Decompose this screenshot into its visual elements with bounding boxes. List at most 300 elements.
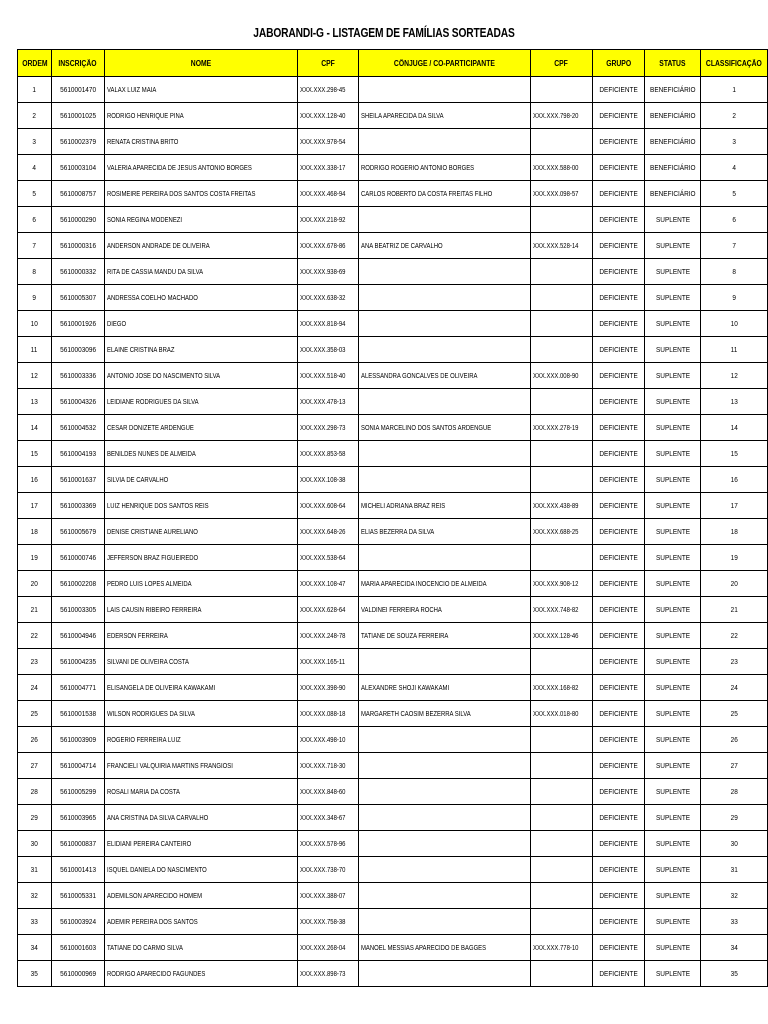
- cell-nome: VALAX LUIZ MAIA: [104, 77, 297, 103]
- cell-cpf-conjuge: [531, 909, 592, 935]
- cell-nome: ELIDIANI PEREIRA CANTEIRO: [104, 831, 297, 857]
- cell-cpf-conjuge: XXX.XXX.278-19: [531, 415, 592, 441]
- cell-nome: ANA CRISTINA DA SILVA CARVALHO: [104, 805, 297, 831]
- cell-ordem: 9: [18, 285, 52, 311]
- table-row: [18, 935, 768, 961]
- cell-grupo: DEFICIENTE: [592, 909, 644, 935]
- cell-classificacao: 13: [701, 389, 768, 415]
- cell-ordem: 3: [18, 129, 52, 155]
- table-row: [18, 571, 768, 597]
- cell-grupo: DEFICIENTE: [592, 493, 644, 519]
- cell-ordem: 28: [18, 779, 52, 805]
- cell-inscricao: 5610003924: [51, 909, 104, 935]
- col-header-ordem: ORDEM: [18, 50, 52, 77]
- cell-cpf: XXX.XXX.898-73: [297, 961, 358, 987]
- cell-grupo: DEFICIENTE: [592, 545, 644, 571]
- cell-conjuge: [359, 883, 531, 909]
- cell-nome: DENISE CRISTIANE AURELIANO: [104, 519, 297, 545]
- cell-grupo: DEFICIENTE: [592, 233, 644, 259]
- cell-classificacao: 27: [701, 753, 768, 779]
- table-row: [18, 623, 768, 649]
- cell-status: SUPLENTE: [644, 831, 700, 857]
- cell-cpf: XXX.XXX.718-30: [297, 753, 358, 779]
- cell-cpf: XXX.XXX.738-70: [297, 857, 358, 883]
- cell-cpf: XXX.XXX.538-64: [297, 545, 358, 571]
- cell-ordem: 7: [18, 233, 52, 259]
- table-row: [18, 493, 768, 519]
- cell-conjuge: [359, 831, 531, 857]
- cell-cpf-conjuge: [531, 337, 592, 363]
- cell-nome: CESAR DONIZETE ARDENGUE: [104, 415, 297, 441]
- cell-cpf-conjuge: [531, 207, 592, 233]
- cell-cpf-conjuge: [531, 727, 592, 753]
- cell-nome: RODRIGO HENRIQUE PINA: [104, 103, 297, 129]
- col-header-status: STATUS: [644, 50, 700, 77]
- cell-grupo: DEFICIENTE: [592, 961, 644, 987]
- cell-classificacao: 32: [701, 883, 768, 909]
- cell-cpf: XXX.XXX.108-38: [297, 467, 358, 493]
- cell-cpf: XXX.XXX.638-32: [297, 285, 358, 311]
- cell-inscricao: 5610005307: [51, 285, 104, 311]
- cell-status: SUPLENTE: [644, 545, 700, 571]
- cell-ordem: 23: [18, 649, 52, 675]
- cell-classificacao: 26: [701, 727, 768, 753]
- cell-inscricao: 5610000746: [51, 545, 104, 571]
- table-row: [18, 909, 768, 935]
- cell-cpf: XXX.XXX.398-90: [297, 675, 358, 701]
- cell-grupo: DEFICIENTE: [592, 363, 644, 389]
- cell-inscricao: 5610002379: [51, 129, 104, 155]
- cell-classificacao: 11: [701, 337, 768, 363]
- cell-conjuge: SHEILA APARECIDA DA SILVA: [359, 103, 531, 129]
- cell-ordem: 33: [18, 909, 52, 935]
- col-header-cpf-conjuge: CPF: [531, 50, 592, 77]
- cell-nome: ELISANGELA DE OLIVEIRA KAWAKAMI: [104, 675, 297, 701]
- cell-status: SUPLENTE: [644, 805, 700, 831]
- cell-conjuge: [359, 337, 531, 363]
- cell-nome: PEDRO LUIS LOPES ALMEIDA: [104, 571, 297, 597]
- cell-nome: ADEMIR PEREIRA DOS SANTOS: [104, 909, 297, 935]
- cell-nome: SILVANI DE OLIVEIRA COSTA: [104, 649, 297, 675]
- cell-ordem: 8: [18, 259, 52, 285]
- table-row: [18, 961, 768, 987]
- table-row: [18, 701, 768, 727]
- cell-conjuge: SONIA MARCELINO DOS SANTOS ARDENGUE: [359, 415, 531, 441]
- cell-cpf-conjuge: XXX.XXX.528-14: [531, 233, 592, 259]
- cell-status: SUPLENTE: [644, 909, 700, 935]
- cell-nome: TATIANE DO CARMO SILVA: [104, 935, 297, 961]
- cell-status: BENEFICIÁRIO: [644, 129, 700, 155]
- cell-grupo: DEFICIENTE: [592, 571, 644, 597]
- cell-cpf: XXX.XXX.818-94: [297, 311, 358, 337]
- document-title: JABORANDI-G - LISTAGEM DE FAMÍLIAS SORTEADAS: [253, 26, 515, 40]
- cell-inscricao: 5610001538: [51, 701, 104, 727]
- cell-cpf-conjuge: XXX.XXX.748-82: [531, 597, 592, 623]
- cell-classificacao: 19: [701, 545, 768, 571]
- cell-inscricao: 5610004193: [51, 441, 104, 467]
- cell-cpf: XXX.XXX.388-07: [297, 883, 358, 909]
- cell-conjuge: [359, 727, 531, 753]
- cell-grupo: DEFICIENTE: [592, 311, 644, 337]
- cell-grupo: DEFICIENTE: [592, 103, 644, 129]
- cell-ordem: 31: [18, 857, 52, 883]
- cell-nome: RENATA CRISTINA BRITO: [104, 129, 297, 155]
- table-row: [18, 181, 768, 207]
- cell-grupo: DEFICIENTE: [592, 831, 644, 857]
- cell-classificacao: 34: [701, 935, 768, 961]
- cell-ordem: 6: [18, 207, 52, 233]
- cell-cpf: XXX.XXX.468-94: [297, 181, 358, 207]
- cell-cpf: XXX.XXX.128-40: [297, 103, 358, 129]
- cell-status: SUPLENTE: [644, 857, 700, 883]
- cell-conjuge: [359, 285, 531, 311]
- cell-conjuge: ANA BEATRIZ DE CARVALHO: [359, 233, 531, 259]
- cell-nome: VALERIA APARECIDA DE JESUS ANTONIO BORGES: [104, 155, 297, 181]
- cell-cpf-conjuge: [531, 129, 592, 155]
- cell-cpf-conjuge: XXX.XXX.008-90: [531, 363, 592, 389]
- cell-inscricao: 5610001413: [51, 857, 104, 883]
- cell-grupo: DEFICIENTE: [592, 805, 644, 831]
- col-header-grupo: GRUPO: [592, 50, 644, 77]
- table-row: [18, 233, 768, 259]
- cell-status: BENEFICIÁRIO: [644, 77, 700, 103]
- cell-inscricao: 5610005679: [51, 519, 104, 545]
- cell-nome: FRANCIELI VALQUIRIA MARTINS FRANGIOSI: [104, 753, 297, 779]
- cell-ordem: 18: [18, 519, 52, 545]
- cell-ordem: 5: [18, 181, 52, 207]
- table-row: [18, 753, 768, 779]
- cell-conjuge: [359, 961, 531, 987]
- cell-status: SUPLENTE: [644, 207, 700, 233]
- cell-cpf: XXX.XXX.268-04: [297, 935, 358, 961]
- cell-status: SUPLENTE: [644, 337, 700, 363]
- cell-cpf: XXX.XXX.298-45: [297, 77, 358, 103]
- cell-status: SUPLENTE: [644, 623, 700, 649]
- cell-inscricao: 5610008757: [51, 181, 104, 207]
- cell-grupo: DEFICIENTE: [592, 77, 644, 103]
- cell-cpf: XXX.XXX.165-11: [297, 649, 358, 675]
- cell-status: SUPLENTE: [644, 675, 700, 701]
- cell-status: SUPLENTE: [644, 727, 700, 753]
- cell-nome: DIEGO: [104, 311, 297, 337]
- table-row: [18, 519, 768, 545]
- cell-ordem: 26: [18, 727, 52, 753]
- cell-cpf-conjuge: XXX.XXX.018-80: [531, 701, 592, 727]
- table-row: [18, 727, 768, 753]
- cell-cpf: XXX.XXX.853-58: [297, 441, 358, 467]
- cell-nome: ANDERSON ANDRADE DE OLIVEIRA: [104, 233, 297, 259]
- cell-conjuge: [359, 909, 531, 935]
- cell-ordem: 1: [18, 77, 52, 103]
- cell-nome: ISQUEL DANIELA DO NASCIMENTO: [104, 857, 297, 883]
- cell-cpf-conjuge: [531, 311, 592, 337]
- cell-cpf: XXX.XXX.648-26: [297, 519, 358, 545]
- cell-ordem: 13: [18, 389, 52, 415]
- cell-classificacao: 22: [701, 623, 768, 649]
- cell-classificacao: 2: [701, 103, 768, 129]
- cell-cpf-conjuge: [531, 779, 592, 805]
- cell-inscricao: 5610001603: [51, 935, 104, 961]
- cell-status: SUPLENTE: [644, 779, 700, 805]
- cell-inscricao: 5610000837: [51, 831, 104, 857]
- cell-conjuge: MARGARETH CAOSIM BEZERRA SILVA: [359, 701, 531, 727]
- table-row: [18, 441, 768, 467]
- cell-inscricao: 5610001025: [51, 103, 104, 129]
- cell-cpf: XXX.XXX.938-69: [297, 259, 358, 285]
- cell-inscricao: 5610003096: [51, 337, 104, 363]
- cell-classificacao: 3: [701, 129, 768, 155]
- table-row: [18, 285, 768, 311]
- cell-inscricao: 5610003104: [51, 155, 104, 181]
- cell-inscricao: 5610004326: [51, 389, 104, 415]
- cell-ordem: 34: [18, 935, 52, 961]
- cell-grupo: DEFICIENTE: [592, 181, 644, 207]
- cell-cpf: XXX.XXX.978-54: [297, 129, 358, 155]
- col-header-conjuge: CÔNJUGE / CO-PARTICIPANTE: [359, 50, 531, 77]
- cell-ordem: 12: [18, 363, 52, 389]
- cell-conjuge: [359, 77, 531, 103]
- cell-conjuge: ELIAS BEZERRA DA SILVA: [359, 519, 531, 545]
- cell-cpf: XXX.XXX.218-92: [297, 207, 358, 233]
- cell-inscricao: 5610003305: [51, 597, 104, 623]
- cell-grupo: DEFICIENTE: [592, 727, 644, 753]
- cell-cpf: XXX.XXX.108-47: [297, 571, 358, 597]
- cell-classificacao: 9: [701, 285, 768, 311]
- cell-cpf-conjuge: [531, 753, 592, 779]
- cell-inscricao: 5610003336: [51, 363, 104, 389]
- cell-nome: ANTONIO JOSE DO NASCIMENTO SILVA: [104, 363, 297, 389]
- cell-cpf: XXX.XXX.578-96: [297, 831, 358, 857]
- cell-classificacao: 14: [701, 415, 768, 441]
- cell-inscricao: 5610003369: [51, 493, 104, 519]
- cell-nome: LAIS CAUSIN RIBEIRO FERREIRA: [104, 597, 297, 623]
- cell-inscricao: 5610002208: [51, 571, 104, 597]
- cell-cpf-conjuge: [531, 831, 592, 857]
- cell-ordem: 22: [18, 623, 52, 649]
- cell-cpf: XXX.XXX.518-40: [297, 363, 358, 389]
- cell-grupo: DEFICIENTE: [592, 779, 644, 805]
- table-row: [18, 545, 768, 571]
- cell-cpf: XXX.XXX.348-67: [297, 805, 358, 831]
- cell-classificacao: 10: [701, 311, 768, 337]
- cell-classificacao: 33: [701, 909, 768, 935]
- cell-status: SUPLENTE: [644, 415, 700, 441]
- cell-cpf-conjuge: [531, 285, 592, 311]
- table-row: [18, 467, 768, 493]
- cell-status: SUPLENTE: [644, 233, 700, 259]
- cell-cpf-conjuge: XXX.XXX.438-89: [531, 493, 592, 519]
- cell-ordem: 35: [18, 961, 52, 987]
- cell-cpf: XXX.XXX.498-10: [297, 727, 358, 753]
- cell-cpf-conjuge: [531, 467, 592, 493]
- cell-cpf: XXX.XXX.298-73: [297, 415, 358, 441]
- cell-grupo: DEFICIENTE: [592, 935, 644, 961]
- cell-grupo: DEFICIENTE: [592, 389, 644, 415]
- table-row: [18, 831, 768, 857]
- cell-classificacao: 18: [701, 519, 768, 545]
- cell-conjuge: ALEXANDRE SHOJI KAWAKAMI: [359, 675, 531, 701]
- table-row: [18, 805, 768, 831]
- cell-inscricao: 5610000332: [51, 259, 104, 285]
- cell-inscricao: 5610004235: [51, 649, 104, 675]
- cell-classificacao: 1: [701, 77, 768, 103]
- cell-cpf-conjuge: [531, 857, 592, 883]
- cell-conjuge: [359, 389, 531, 415]
- cell-classificacao: 12: [701, 363, 768, 389]
- cell-inscricao: 5610000316: [51, 233, 104, 259]
- cell-cpf-conjuge: [531, 259, 592, 285]
- cell-nome: EDERSON FERREIRA: [104, 623, 297, 649]
- cell-nome: LUIZ HENRIQUE DOS SANTOS REIS: [104, 493, 297, 519]
- cell-cpf-conjuge: [531, 77, 592, 103]
- cell-conjuge: [359, 311, 531, 337]
- cell-grupo: DEFICIENTE: [592, 337, 644, 363]
- cell-classificacao: 23: [701, 649, 768, 675]
- cell-status: SUPLENTE: [644, 961, 700, 987]
- cell-ordem: 24: [18, 675, 52, 701]
- cell-cpf-conjuge: [531, 649, 592, 675]
- cell-conjuge: [359, 753, 531, 779]
- cell-conjuge: MANOEL MESSIAS APARECIDO DE BAGGES: [359, 935, 531, 961]
- cell-status: BENEFICIÁRIO: [644, 155, 700, 181]
- cell-classificacao: 7: [701, 233, 768, 259]
- cell-cpf-conjuge: XXX.XXX.098-57: [531, 181, 592, 207]
- table-row: [18, 77, 768, 103]
- cell-classificacao: 35: [701, 961, 768, 987]
- cell-cpf: XXX.XXX.338-17: [297, 155, 358, 181]
- table-row: [18, 207, 768, 233]
- cell-grupo: DEFICIENTE: [592, 259, 644, 285]
- cell-inscricao: 5610000290: [51, 207, 104, 233]
- cell-classificacao: 17: [701, 493, 768, 519]
- cell-conjuge: ALESSANDRA GONCALVES DE OLIVEIRA: [359, 363, 531, 389]
- cell-conjuge: [359, 259, 531, 285]
- cell-classificacao: 15: [701, 441, 768, 467]
- cell-cpf: XXX.XXX.628-64: [297, 597, 358, 623]
- cell-status: SUPLENTE: [644, 259, 700, 285]
- cell-cpf-conjuge: [531, 441, 592, 467]
- cell-status: SUPLENTE: [644, 363, 700, 389]
- cell-ordem: 27: [18, 753, 52, 779]
- cell-nome: BENILDES NUNES DE ALMEIDA: [104, 441, 297, 467]
- cell-inscricao: 5610001926: [51, 311, 104, 337]
- cell-cpf: XXX.XXX.088-18: [297, 701, 358, 727]
- cell-conjuge: TATIANE DE SOUZA FERREIRA: [359, 623, 531, 649]
- cell-ordem: 2: [18, 103, 52, 129]
- cell-cpf: XXX.XXX.358-03: [297, 337, 358, 363]
- cell-classificacao: 20: [701, 571, 768, 597]
- cell-status: SUPLENTE: [644, 753, 700, 779]
- cell-cpf-conjuge: [531, 961, 592, 987]
- table-row: [18, 259, 768, 285]
- cell-grupo: DEFICIENTE: [592, 207, 644, 233]
- cell-nome: JEFFERSON BRAZ FIGUEIREDO: [104, 545, 297, 571]
- cell-cpf: XXX.XXX.678-86: [297, 233, 358, 259]
- col-header-inscricao: INSCRIÇÃO: [51, 50, 104, 77]
- table-row: [18, 649, 768, 675]
- cell-grupo: DEFICIENTE: [592, 155, 644, 181]
- cell-grupo: DEFICIENTE: [592, 623, 644, 649]
- cell-inscricao: 5610001637: [51, 467, 104, 493]
- cell-inscricao: 5610004771: [51, 675, 104, 701]
- cell-nome: LEIDIANE RODRIGUES DA SILVA: [104, 389, 297, 415]
- cell-conjuge: [359, 545, 531, 571]
- cell-status: BENEFICIÁRIO: [644, 103, 700, 129]
- col-header-classificacao: CLASSIFICAÇÃO: [701, 50, 768, 77]
- cell-ordem: 17: [18, 493, 52, 519]
- cell-status: SUPLENTE: [644, 389, 700, 415]
- cell-grupo: DEFICIENTE: [592, 857, 644, 883]
- cell-conjuge: [359, 649, 531, 675]
- cell-status: SUPLENTE: [644, 285, 700, 311]
- cell-status: SUPLENTE: [644, 571, 700, 597]
- cell-status: BENEFICIÁRIO: [644, 181, 700, 207]
- cell-cpf-conjuge: [531, 805, 592, 831]
- cell-cpf-conjuge: XXX.XXX.168-82: [531, 675, 592, 701]
- table-row: [18, 155, 768, 181]
- cell-grupo: DEFICIENTE: [592, 649, 644, 675]
- cell-status: SUPLENTE: [644, 883, 700, 909]
- table-row: [18, 857, 768, 883]
- cell-classificacao: 28: [701, 779, 768, 805]
- cell-grupo: DEFICIENTE: [592, 129, 644, 155]
- cell-ordem: 21: [18, 597, 52, 623]
- cell-inscricao: 5610003909: [51, 727, 104, 753]
- cell-cpf-conjuge: XXX.XXX.688-25: [531, 519, 592, 545]
- cell-nome: ELAINE CRISTINA BRAZ: [104, 337, 297, 363]
- cell-classificacao: 6: [701, 207, 768, 233]
- cell-inscricao: 5610004532: [51, 415, 104, 441]
- table-row: [18, 597, 768, 623]
- cell-classificacao: 29: [701, 805, 768, 831]
- cell-status: SUPLENTE: [644, 649, 700, 675]
- cell-cpf: XXX.XXX.608-64: [297, 493, 358, 519]
- cell-classificacao: 21: [701, 597, 768, 623]
- cell-inscricao: 5610005299: [51, 779, 104, 805]
- table-row: [18, 311, 768, 337]
- cell-inscricao: 5610003965: [51, 805, 104, 831]
- table-row: [18, 779, 768, 805]
- cell-status: SUPLENTE: [644, 493, 700, 519]
- cell-grupo: DEFICIENTE: [592, 701, 644, 727]
- cell-inscricao: 5610004714: [51, 753, 104, 779]
- cell-conjuge: [359, 207, 531, 233]
- cell-cpf: XXX.XXX.758-38: [297, 909, 358, 935]
- cell-inscricao: 5610000969: [51, 961, 104, 987]
- col-header-cpf: CPF: [297, 50, 358, 77]
- cell-ordem: 14: [18, 415, 52, 441]
- cell-inscricao: 5610004946: [51, 623, 104, 649]
- cell-status: SUPLENTE: [644, 519, 700, 545]
- cell-grupo: DEFICIENTE: [592, 675, 644, 701]
- cell-classificacao: 25: [701, 701, 768, 727]
- cell-grupo: DEFICIENTE: [592, 467, 644, 493]
- table-row: [18, 883, 768, 909]
- cell-grupo: DEFICIENTE: [592, 597, 644, 623]
- cell-classificacao: 4: [701, 155, 768, 181]
- cell-ordem: 25: [18, 701, 52, 727]
- cell-nome: RODRIGO APARECIDO FAGUNDES: [104, 961, 297, 987]
- cell-ordem: 10: [18, 311, 52, 337]
- cell-conjuge: MICHELI ADRIANA BRAZ REIS: [359, 493, 531, 519]
- cell-nome: ROSIMEIRE PEREIRA DOS SANTOS COSTA FREITAS: [104, 181, 297, 207]
- cell-ordem: 19: [18, 545, 52, 571]
- cell-cpf: XXX.XXX.848-60: [297, 779, 358, 805]
- cell-inscricao: 5610001470: [51, 77, 104, 103]
- cell-classificacao: 5: [701, 181, 768, 207]
- cell-ordem: 16: [18, 467, 52, 493]
- cell-conjuge: [359, 857, 531, 883]
